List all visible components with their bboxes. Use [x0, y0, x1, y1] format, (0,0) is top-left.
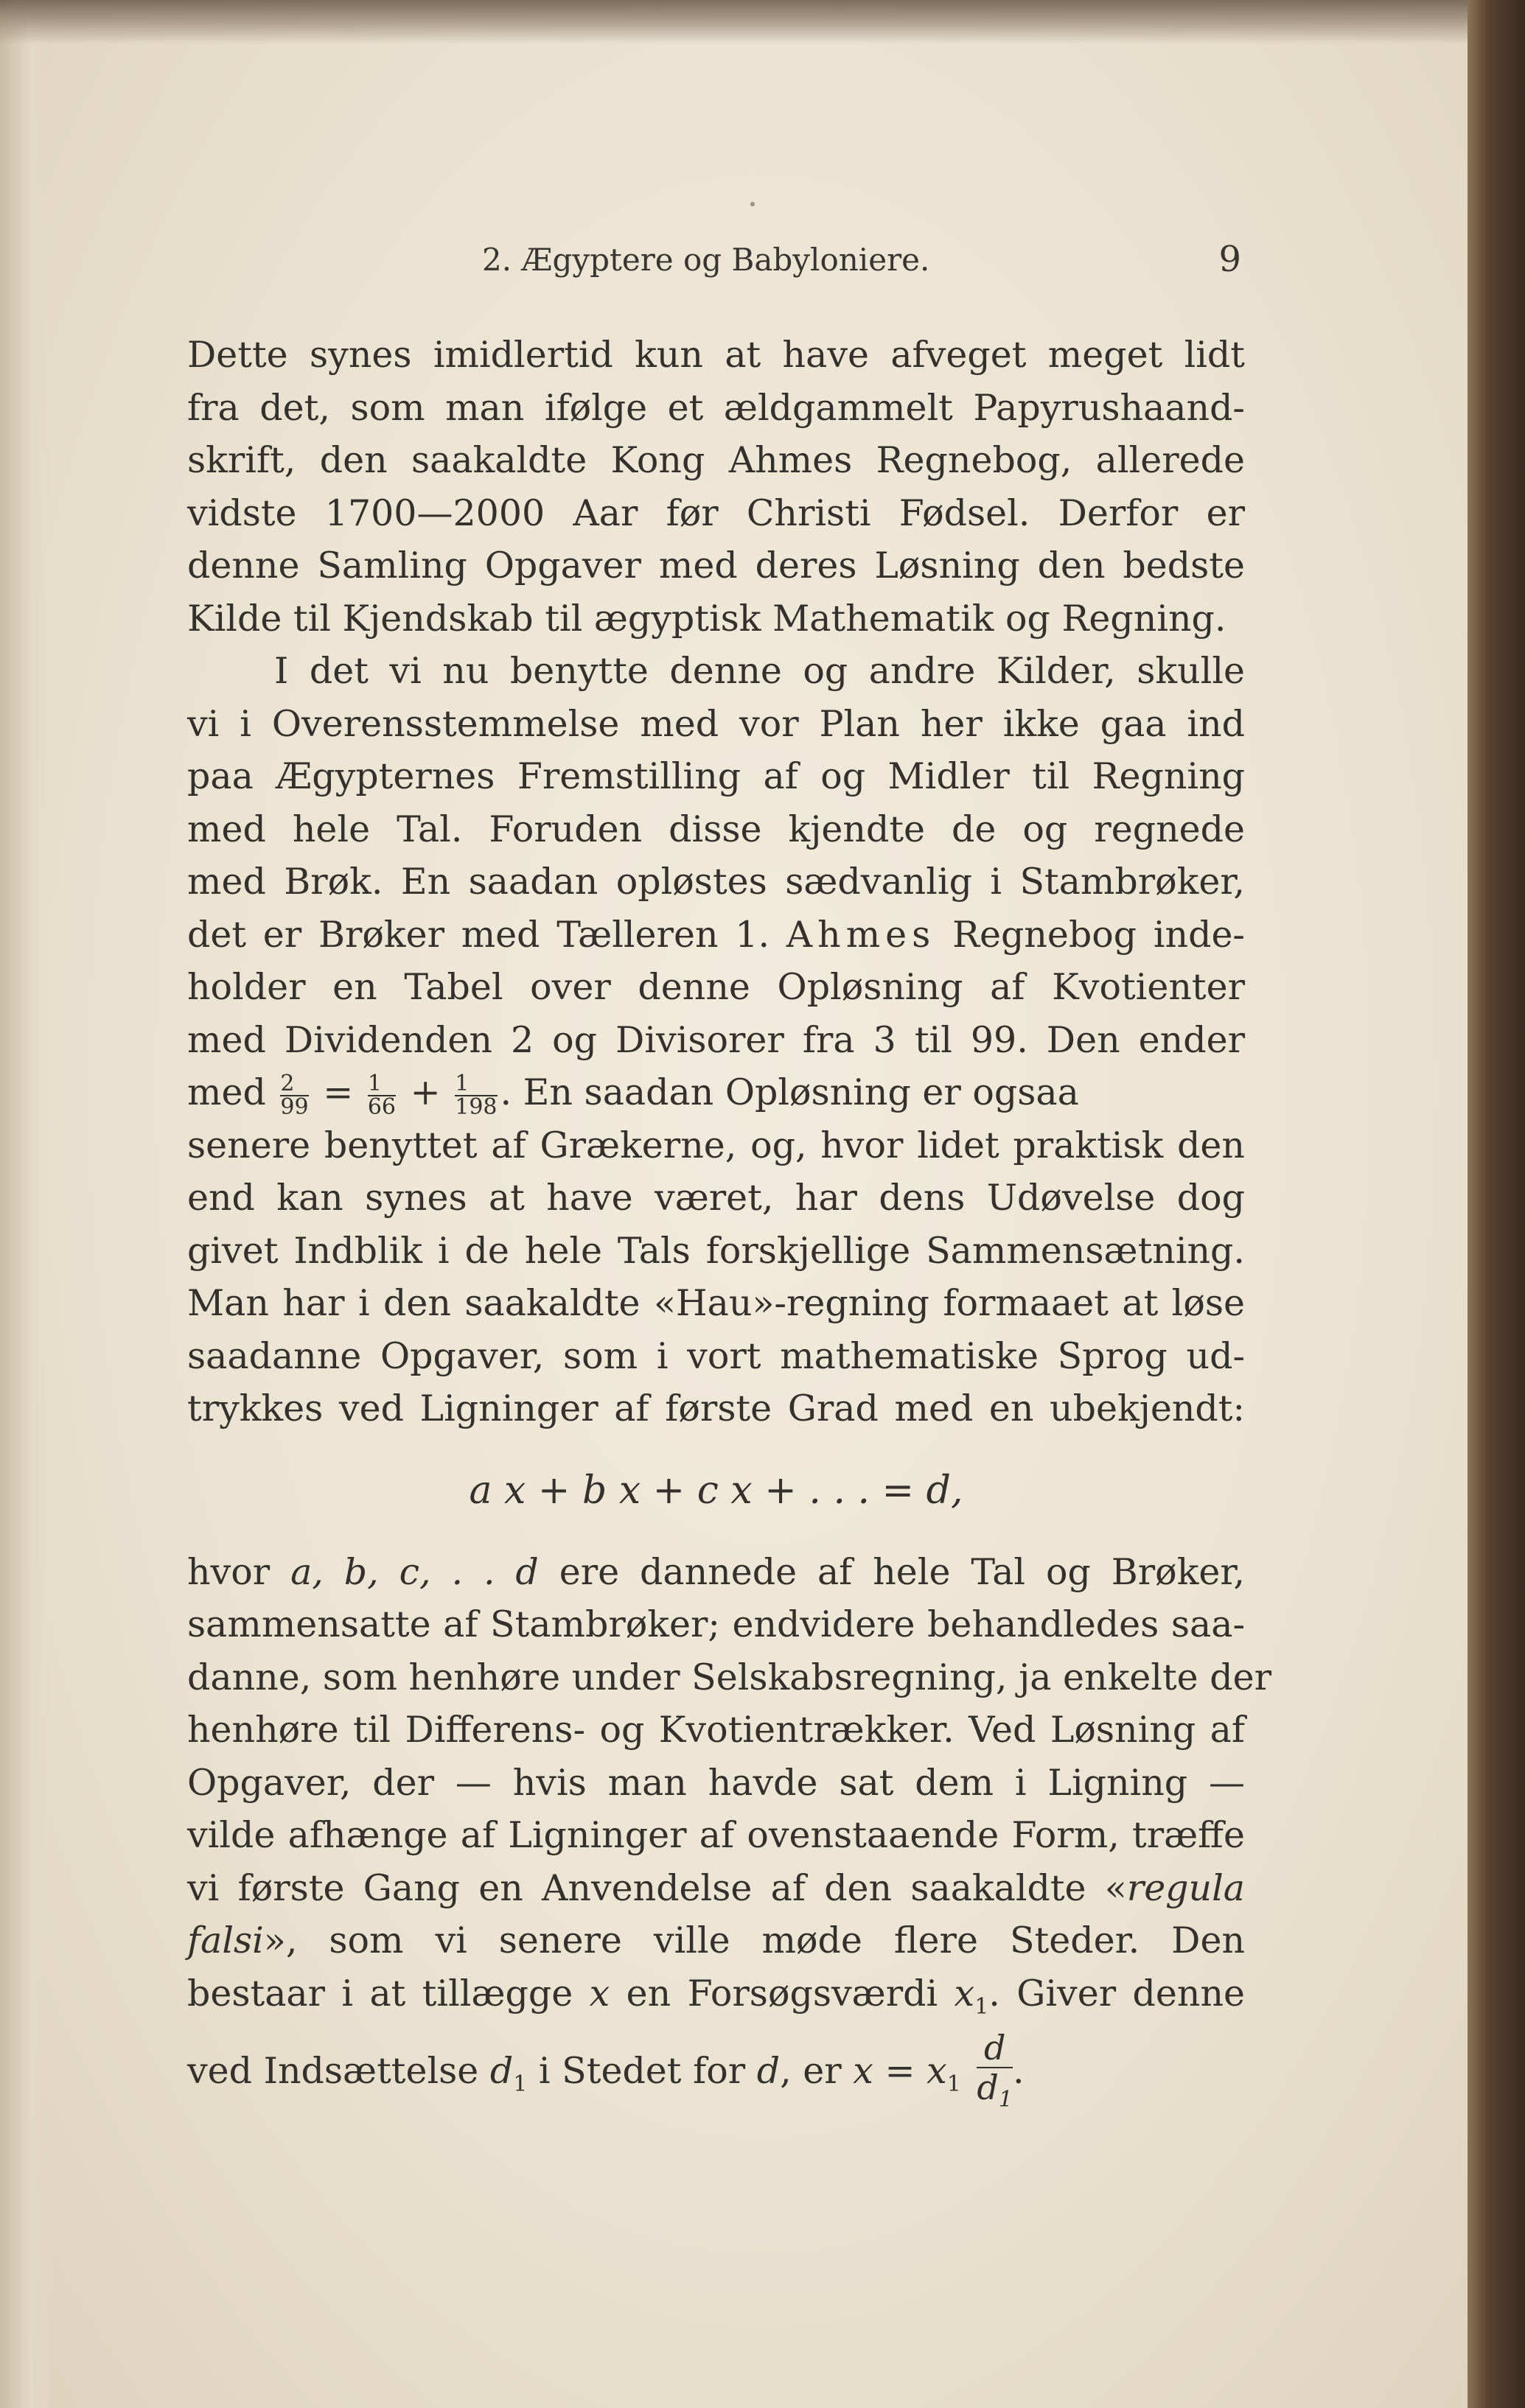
line-part: med — [187, 1071, 266, 1113]
name-ahmes: Ahmes — [786, 913, 936, 956]
fraction-d-d1 — [977, 2029, 1013, 2119]
text-line: Dette synes imidlertid kun at have afveget meget lidt — [187, 334, 1245, 376]
text-line: givet Indblik i de hele Tals forskjellige Sammensætning. — [187, 1229, 1245, 1272]
speck — [750, 202, 755, 206]
variables: a, b, c, . . d — [290, 1550, 539, 1593]
line-part: hvor — [187, 1550, 291, 1593]
numerator: 1 — [367, 1070, 382, 1096]
text-line: Man har i den saakaldte «Hau»-regning formaaet at løse — [187, 1282, 1245, 1324]
line-part: », som vi senere ville møde flere Steder. Den — [263, 1919, 1245, 1961]
var-x1: x — [926, 2050, 947, 2092]
line-part: bestaar i at tillægge — [187, 1972, 590, 2015]
text-line: sammensatte af Stambrøker; endvidere behandledes saa- — [187, 1603, 1245, 1645]
text-line: med Brøk. En saadan opløstes sædvanlig i Stambrøker, — [187, 861, 1245, 903]
text-line-fraction — [187, 1066, 1245, 1119]
fraction-1-66 — [367, 1070, 397, 1120]
text-line: med Dividenden 2 og Divisorer fra 3 til 99. Den ender — [187, 1018, 1245, 1061]
text-line — [187, 1546, 1245, 1599]
running-header — [187, 239, 1241, 286]
line-part: , er — [780, 2050, 854, 2092]
page-number: 9 — [1218, 239, 1241, 280]
denominator: 99 — [280, 1093, 309, 1120]
text-line: senere benyttet af Grækerne, og, hvor lidet praktisk den — [187, 1124, 1245, 1166]
numerator: 2 — [280, 1070, 295, 1096]
line-part: vi første Gang en Anvendelse af den saakaldte « — [187, 1866, 1127, 1909]
line-part: . Giver denne — [988, 1972, 1245, 2015]
page-top-edge — [0, 0, 1525, 44]
line-part: . — [1012, 2050, 1025, 2092]
text-line: vi i Overensstemmelse med vor Plan her ikke gaa ind — [187, 702, 1245, 745]
denominator: 66 — [367, 1093, 397, 1120]
text-line: saadanne Opgaver, som i vort mathematiske Sprog ud- — [187, 1334, 1245, 1377]
term-regula: regula — [1126, 1866, 1245, 1909]
var-x: x — [589, 1972, 610, 2015]
subscript: 1 — [974, 1993, 989, 2020]
text-line — [187, 1862, 1245, 1915]
text-line: danne, som henhøre under Selskabsregning, ja enkelte der — [187, 1656, 1272, 1698]
equals-sign: = — [323, 1071, 354, 1113]
line-part: . En saadan Opløsning er ogsaa — [500, 1071, 1079, 1113]
text-line: Kilde til Kjendskab til ægyptisk Mathematik og Regning. — [187, 597, 1226, 640]
text-line — [187, 1914, 1245, 1967]
line-part: ere dannede af hele Tal og Brøker, — [538, 1550, 1245, 1593]
text-line: end kan synes at have været, har dens Udøvelse dog — [187, 1177, 1245, 1219]
fraction-1-198 — [455, 1070, 498, 1120]
denominator — [977, 2067, 1013, 2119]
text-line: fra det, som man ifølge et ældgammelt Papyrushaand- — [187, 386, 1245, 429]
text-line: trykkes ved Ligninger af første Grad med en ubekjendt: — [187, 1387, 1245, 1429]
fraction-2-99 — [280, 1070, 309, 1120]
subscript: 1 — [998, 2087, 1013, 2113]
text-line — [187, 909, 1245, 962]
term-falsi: falsi — [187, 1919, 264, 1961]
line-part: det er Brøker med Tælleren 1. — [187, 913, 770, 956]
var-x: x — [853, 2050, 873, 2092]
text-line-final — [187, 2027, 1245, 2115]
numerator: 1 — [455, 1070, 470, 1096]
subscript: 1 — [513, 2071, 528, 2097]
subscript: 1 — [946, 2071, 961, 2097]
equals-sign: = — [873, 2050, 927, 2092]
body-text — [187, 329, 1272, 2115]
text-line — [187, 1967, 1245, 2020]
plus-sign: + — [410, 1071, 441, 1113]
denominator: 198 — [455, 1093, 498, 1120]
text-line: med hele Tal. Foruden disse kjendte de og regnede — [187, 808, 1245, 850]
line-part: Regnebog inde- — [952, 913, 1245, 956]
text-line: skrift, den saakaldte Kong Ahmes Regnebog, allerede — [187, 439, 1245, 481]
text-line: vidste 1700—2000 Aar før Christi Fødsel. Derfor er — [187, 491, 1245, 534]
text-line: Opgaver, der — hvis man havde sat dem i Ligning — — [187, 1761, 1245, 1804]
var-d: d — [756, 2050, 781, 2092]
chapter-title: 2. Ægyptere og Babyloniere. — [482, 242, 930, 278]
text-line: I det vi nu benytte denne og andre Kilder, skulle — [274, 650, 1245, 692]
text-line: henhøre til Differens- og Kvotientrækker. Ved Løsning af — [187, 1709, 1245, 1751]
line-part: ved Indsættelse — [187, 2050, 490, 2092]
var-d: d — [489, 2050, 514, 2092]
den-var: d — [977, 2067, 999, 2107]
line-part: en Forsøgsværdi — [610, 1972, 955, 2015]
numerator: d — [983, 2027, 1006, 2068]
text-line: denne Samling Opgaver med deres Løsning den bedste — [187, 545, 1245, 587]
line-part: i Stedet for — [527, 2050, 757, 2092]
text-line: paa Ægypternes Fremstilling af og Midler til Regning — [187, 755, 1245, 797]
text-line: holder en Tabel over denne Opløsning af Kvotienter — [187, 966, 1245, 1008]
text-line: vilde afhænge af Ligninger af ovenstaaende Form, træffe — [187, 1814, 1245, 1856]
equation: a x + b x + c x + . . . = d, — [469, 1468, 963, 1513]
var-x1: x — [954, 1972, 975, 2015]
